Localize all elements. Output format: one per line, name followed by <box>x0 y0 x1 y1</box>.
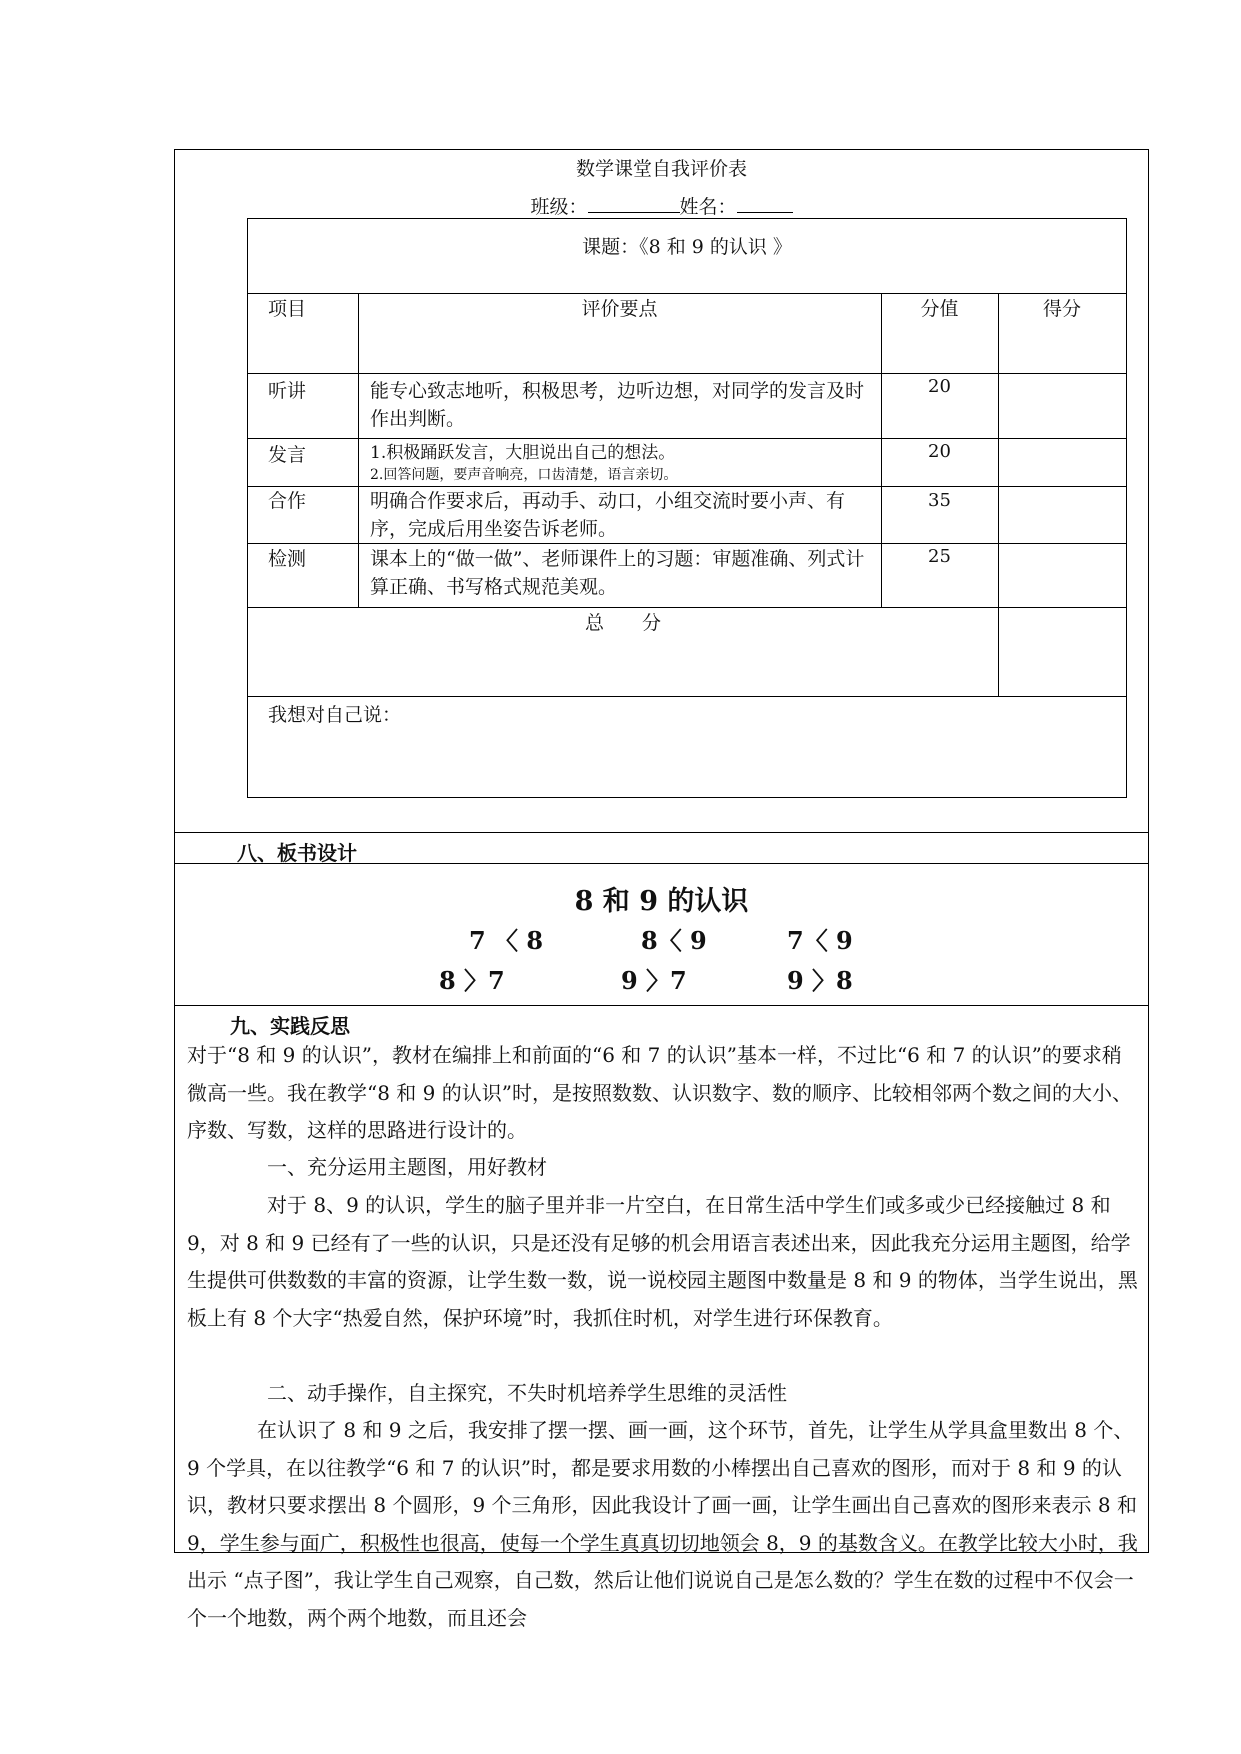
board-expression: 9 〉8 <box>787 966 853 995</box>
row-text-small: 2.回答问题，要声音响亮，口齿清楚，语言亲切。 <box>370 467 678 483</box>
row-item: 检测 <box>268 548 307 570</box>
topic: 课题：《8 和 9 的认识 》 <box>582 236 792 258</box>
rule <box>248 293 1126 294</box>
row-item: 发言 <box>268 444 307 466</box>
header-score: 得分 <box>1042 298 1081 320</box>
total-label: 总 分 <box>584 612 661 634</box>
reflection-subheading: 一、充分运用主题图，用好教材 <box>267 1155 547 1179</box>
rule <box>175 1005 1148 1006</box>
rule <box>248 607 1126 608</box>
board-expression: 8 〉7 <box>439 966 505 995</box>
header-points: 评价要点 <box>581 298 658 320</box>
rule <box>358 293 359 607</box>
row-value: 20 <box>928 376 951 397</box>
outer-frame <box>174 149 1149 1630</box>
row-item: 听讲 <box>268 380 307 402</box>
row-value: 35 <box>928 490 951 511</box>
row-item: 合作 <box>268 490 307 512</box>
class-name-line <box>175 192 1148 219</box>
name-blank <box>737 194 793 213</box>
row-value: 20 <box>928 441 951 462</box>
board-design <box>175 863 1148 1005</box>
rule <box>175 832 1148 833</box>
row-text: 明确合作要求后，再动手、动口，小组交流时要小声、有序，完成后用坐姿告诉老师。 <box>370 490 846 540</box>
class-label: 班级： <box>530 196 588 218</box>
rule <box>998 293 999 696</box>
header-value: 分值 <box>920 298 959 320</box>
reflection-intro: 对于“8 和 9 的认识”，教材在编排上和前面的“6 和 7 的认识”基本一样，不过比“6 和 7 的认识”的要求稍微高一些。我在教学“8 和 9 的认识”时，是按照数数、认识数字、数的顺序、比较相邻两个数之间的大小、序数、写数，这样的思路进行设计的。 <box>187 1043 1132 1142</box>
row-text: 课本上的“做一做”、老师课件上的习题：审题准确、列式计算正确、书写格式规范美观。 <box>370 548 865 598</box>
header-item: 项目 <box>268 298 307 320</box>
class-blank <box>588 194 680 213</box>
board-expression: 9 〉7 <box>621 966 687 995</box>
reflection-heading: 九、实践反思 <box>230 1014 350 1038</box>
row-text: 能专心致志地听，积极思考，边听边想，对同学的发言及时作出判断。 <box>370 380 865 430</box>
reflection-subheading: 二、动手操作，自主探究，不失时机培养学生思维的灵活性 <box>267 1381 787 1405</box>
board-expression: 7 〈 8 <box>469 926 544 955</box>
rule <box>248 696 1126 697</box>
eval-title: 数学课堂自我评价表 <box>575 158 747 180</box>
board-title: 8 和 9 的认识 <box>574 886 749 917</box>
row-text: 1.积极踊跃发言，大胆说出自己的想法。 <box>370 443 676 463</box>
evaluation-table <box>247 218 1127 798</box>
row-value: 25 <box>928 546 951 567</box>
reflection-paragraph: 在认识了 8 和 9 之后，我安排了摆一摆、画一画，这个环节，首先，让学生从学具盒里数出 8 个、9 个学具，在以往教学“6 和 7 的认识”时，都是要求用数的小棒摆出自己喜欢的图形，而对于 8 和 9 的认识，教材只要求摆出 8 个圆形，9 个三角形，因此我设计了画一画，让学生画出自己喜欢的图形来表示 8 和 9，学生参与面广，积极性也很高，使每一个学生真真切切地领会 8，9 的基数含义。在教学比较大小时，我出示 “点子图”，我让学生自己观察，自己数，然后让他们说说自己是怎么数的？学生在数的过程中不仅会一个一个地数，两个两个地数，而且还会 <box>187 1418 1138 1630</box>
board-expression: 8〈 9 <box>641 926 707 955</box>
board-expression: 7〈 9 <box>787 926 853 955</box>
self-talk-label: 我想对自己说： <box>268 704 402 726</box>
board-heading: 八、板书设计 <box>237 841 357 865</box>
name-label: 姓名： <box>679 196 737 218</box>
reflection-paragraph: 对于 8、9 的认识，学生的脑子里并非一片空白，在日常生活中学生们或多或少已经接触过 8 和 9，对 8 和 9 已经有了一些的认识，只是还没有足够的机会用语言表述出来，因此我充分运用主题图，给学生提供可供数数的丰富的资源，让学生数一数，说一说校园主题图中数量是 8 和 9 的物体，当学生说出，黑板上有 8 个大字“热爱自然，保护环境”时，我抓住时机，对学生进行环保教育。 <box>187 1193 1138 1330</box>
